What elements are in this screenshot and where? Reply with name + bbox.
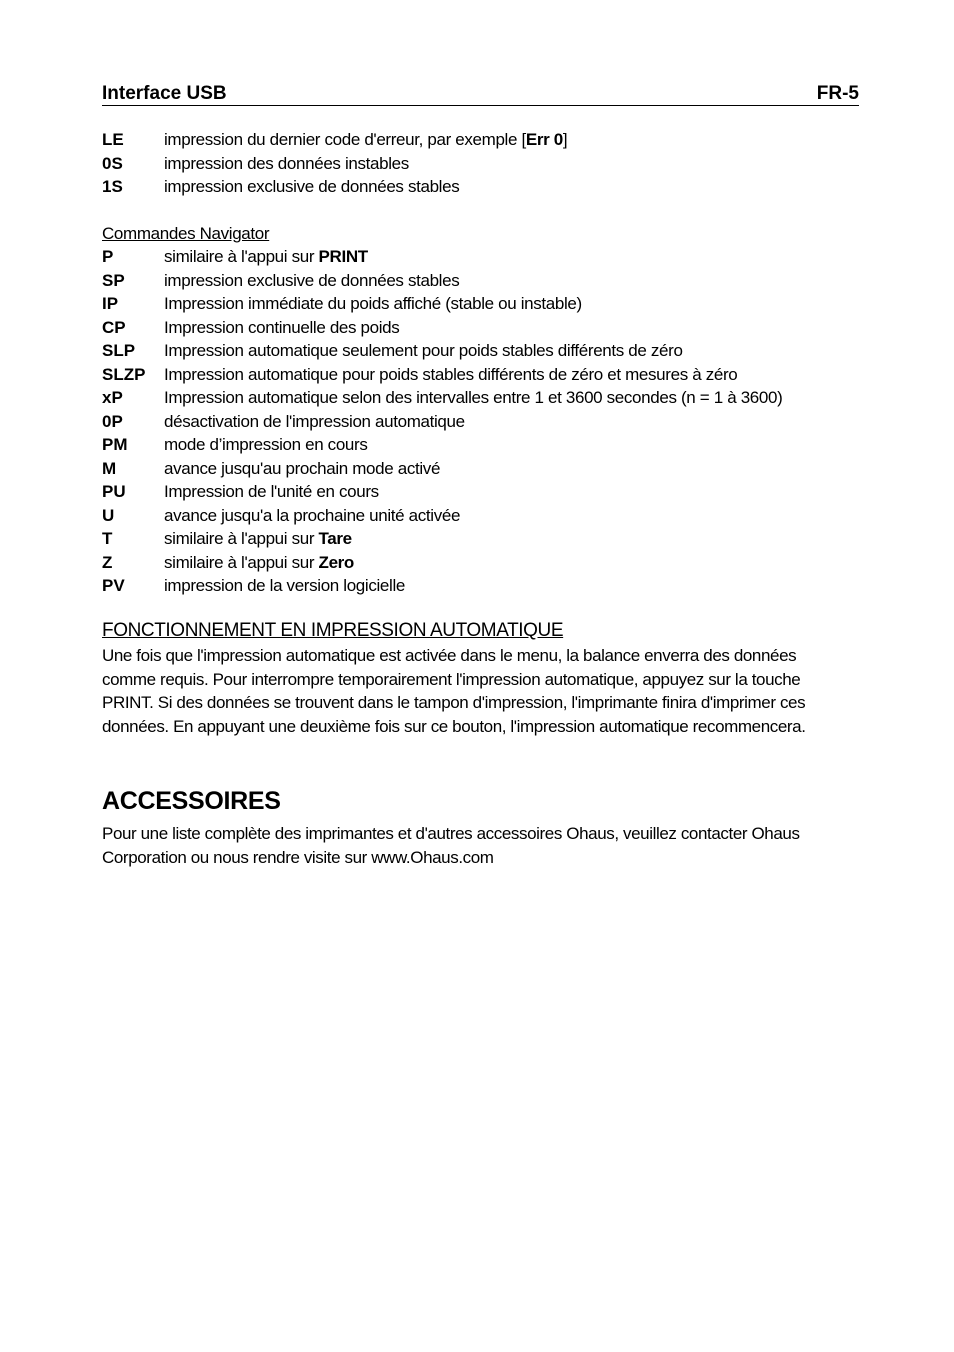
command-description: désactivation de l'impression automatique: [164, 411, 465, 431]
command-row: [102, 175, 859, 199]
command-description: similaire à l'appui sur Zero: [164, 552, 354, 572]
command-description: impression exclusive de données stables: [164, 270, 460, 290]
command-row: [102, 339, 859, 363]
command-code: PV: [102, 576, 125, 595]
command-description: similaire à l'appui sur PRINT: [164, 247, 368, 266]
command-description: avance jusqu'au prochain mode activé: [164, 458, 441, 478]
command-row: [102, 269, 859, 293]
command-description: Impression immédiate du poids affiché (stable ou instable): [164, 294, 582, 313]
command-code: 0P: [102, 411, 123, 431]
paragraph-line: Pour une liste complète des imprimantes et d'autres accessoires Ohaus, veuillez contacter Ohaus: [102, 824, 800, 843]
command-description: Impression automatique selon des intervalles entre 1 et 3600 secondes (n = 1 à 3600): [164, 388, 783, 407]
command-code: LE: [102, 130, 124, 149]
command-row: [102, 504, 859, 528]
auto-print-heading: FONCTIONNEMENT EN IMPRESSION AUTOMATIQUE: [102, 620, 564, 641]
paragraph-line: PRINT. Si des données se trouvent dans le tampon d'impression, l'imprimante finira d'imprimer ces: [102, 693, 806, 712]
command-row: [102, 410, 859, 434]
command-description: impression de la version logicielle: [164, 576, 405, 595]
paragraph-line: données. En appuyant une deuxième fois sur ce bouton, l'impression automatique recommencera.: [102, 716, 806, 736]
command-row: [102, 457, 859, 481]
command-code: PU: [102, 482, 126, 501]
command-description: similaire à l'appui sur Tare: [164, 529, 352, 548]
command-code: M: [102, 458, 117, 478]
command-row: [102, 316, 859, 340]
header-page-number: FR-5: [816, 83, 859, 104]
command-code: SLP: [102, 341, 136, 360]
paragraph-line: Corporation ou nous rendre visite sur www.Ohaus.com: [102, 847, 494, 867]
command-description: Impression de l'unité en cours: [164, 482, 379, 501]
command-code: CP: [102, 317, 126, 337]
command-row: [102, 128, 859, 152]
paragraph-line: comme requis. Pour interrompre temporairement l'impression automatique, appuyez sur la touche: [102, 669, 801, 689]
command-row: [102, 152, 859, 176]
command-row: [102, 551, 859, 575]
navigator-command-list: [102, 245, 859, 598]
paragraph-line: Une fois que l'impression automatique est activée dans le menu, la balance enverra des données: [102, 646, 797, 665]
command-code: P: [102, 247, 114, 266]
command-code: xP: [102, 388, 123, 407]
command-code: 0S: [102, 153, 123, 173]
command-row: [102, 363, 859, 387]
command-description: mode d’impression en cours: [164, 435, 368, 454]
navigator-section-label: Commandes Navigator: [102, 224, 270, 243]
command-row: [102, 527, 859, 551]
command-code: Z: [102, 552, 113, 572]
accessories-paragraph: [102, 822, 859, 869]
header-title: Interface USB: [102, 83, 227, 104]
command-code: PM: [102, 435, 128, 454]
command-description: Impression continuelle des poids: [164, 317, 400, 337]
command-description: impression des données instables: [164, 153, 409, 173]
command-code: SLZP: [102, 364, 146, 384]
auto-print-paragraph: [102, 644, 859, 738]
command-description: avance jusqu'a la prochaine unité activée: [164, 505, 461, 525]
command-row: [102, 480, 859, 504]
page-header: [102, 83, 859, 106]
command-description: Impression automatique pour poids stables différents de zéro et mesures à zéro: [164, 364, 738, 384]
command-row: [102, 574, 859, 598]
command-code: U: [102, 505, 115, 525]
command-row: [102, 433, 859, 457]
command-description: impression exclusive de données stables: [164, 177, 460, 196]
command-code: T: [102, 529, 113, 548]
command-description: Impression automatique seulement pour poids stables différents de zéro: [164, 341, 683, 360]
command-row: [102, 292, 859, 316]
accessories-heading: ACCESSOIRES: [102, 787, 281, 815]
command-description: impression du dernier code d'erreur, par exemple [Err 0]: [164, 130, 568, 149]
command-code: 1S: [102, 177, 123, 196]
command-row: [102, 386, 859, 410]
command-code: SP: [102, 270, 125, 290]
command-code: IP: [102, 294, 119, 313]
top-command-list: [102, 128, 859, 199]
command-row: [102, 245, 859, 269]
